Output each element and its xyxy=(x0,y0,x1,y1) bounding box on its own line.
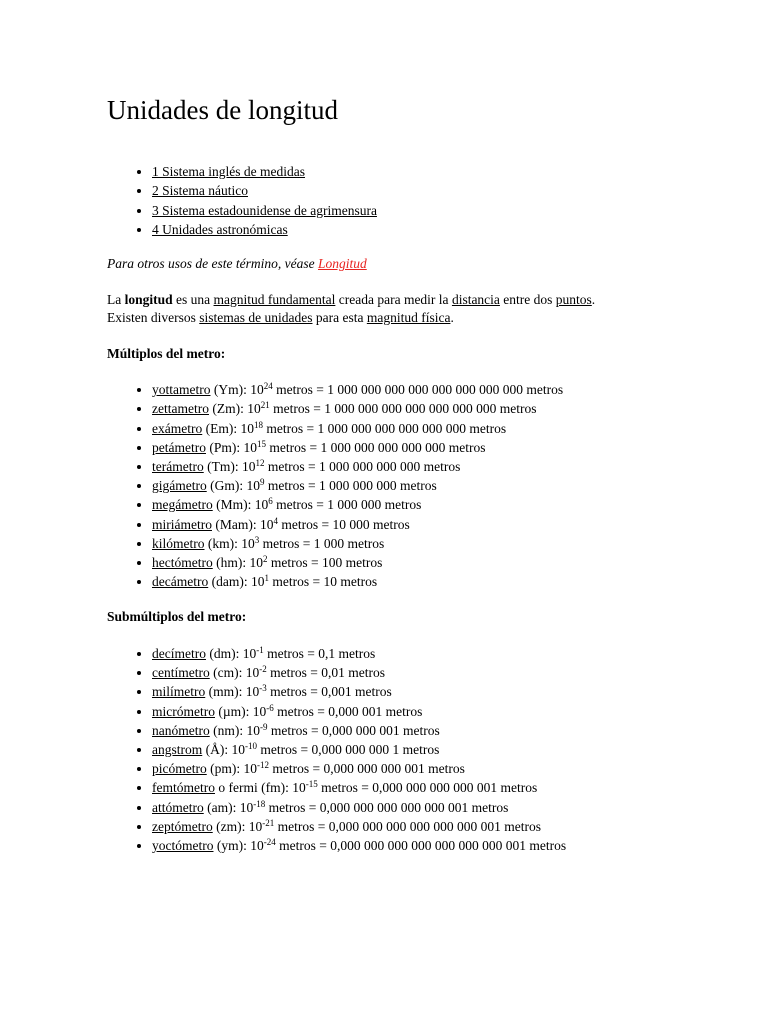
intro-text: para esta xyxy=(312,310,367,326)
unit-symbol: (pm): 10 xyxy=(206,761,257,777)
unit-value: metros = 0,000 000 000 1 metros xyxy=(257,741,440,757)
exponent: -1 xyxy=(256,644,264,655)
unit-symbol: (ym): 10 xyxy=(213,837,264,853)
exponent: -9 xyxy=(259,721,268,732)
exponent: -18 xyxy=(253,798,266,809)
list-item xyxy=(152,798,727,817)
unit-symbol: (dam): 10 xyxy=(208,574,265,590)
unit-value: metros = 0,000 000 000 001 metros xyxy=(268,761,465,777)
unit-symbol: (Pm): 10 xyxy=(205,439,257,455)
list-item xyxy=(152,572,727,591)
list-item xyxy=(152,476,727,495)
unit-link[interactable]: decímetro xyxy=(152,645,206,661)
unit-value: metros = 0,000 000 000 000 000 000 000 001 metros xyxy=(275,837,567,853)
unit-value: metros = 10 000 metros xyxy=(277,516,410,532)
unit-link[interactable]: picómetro xyxy=(152,761,207,777)
unit-link[interactable]: angstrom xyxy=(152,741,203,757)
unit-link[interactable]: zettametro xyxy=(152,401,209,417)
list-item xyxy=(152,778,727,797)
intro-paragraph xyxy=(107,291,727,328)
unit-value: metros = 1 000 metros xyxy=(259,535,385,551)
exponent: 1 xyxy=(264,573,269,584)
unit-symbol: (zm): 10 xyxy=(212,818,263,834)
list-item xyxy=(152,740,727,759)
unit-link[interactable]: gigámetro xyxy=(152,478,207,494)
longitud-disambiguation-link[interactable]: Longitud xyxy=(317,256,367,272)
list-item xyxy=(152,759,727,778)
unit-link[interactable]: miriámetro xyxy=(152,516,212,532)
unit-value: metros = 1 000 000 000 000 000 000 000 metros xyxy=(269,401,537,417)
unit-link[interactable]: attómetro xyxy=(152,799,204,815)
unit-symbol: (am): 10 xyxy=(203,799,254,815)
list-item xyxy=(152,817,727,836)
unit-symbol: (Mm): 10 xyxy=(212,497,269,513)
page-title: Unidades de longitud xyxy=(107,95,338,125)
unit-link[interactable]: exámetro xyxy=(152,420,203,436)
unit-link[interactable]: decámetro xyxy=(152,574,209,590)
unit-value: metros = 0,01 metros xyxy=(266,665,385,681)
exponent: -12 xyxy=(256,760,269,771)
unit-link[interactable]: milímetro xyxy=(152,684,206,700)
intro-bold-term: longitud xyxy=(124,291,173,307)
unit-symbol: (Å): 10 xyxy=(202,741,245,757)
unit-symbol: (Mam): 10 xyxy=(211,516,274,532)
exponent: 3 xyxy=(254,534,260,545)
list-item xyxy=(152,399,727,418)
unit-symbol: (µm): 10 xyxy=(214,703,267,719)
multiples-list xyxy=(107,380,727,591)
unit-link[interactable]: femtómetro xyxy=(152,780,215,796)
unit-symbol: (nm): 10 xyxy=(209,722,260,738)
intro-text: es una xyxy=(172,291,214,307)
list-item xyxy=(152,457,727,476)
article xyxy=(107,92,727,855)
unit-symbol: (mm): 10 xyxy=(205,684,260,700)
toc-item xyxy=(152,162,727,181)
unit-symbol: (cm): 10 xyxy=(209,665,260,681)
toc-item xyxy=(152,201,727,220)
unit-link[interactable]: kilómetro xyxy=(152,535,205,551)
unit-value: metros = 100 metros xyxy=(267,555,383,571)
unit-link[interactable]: hectómetro xyxy=(152,555,213,571)
submultiples-heading: Submúltiplos del metro: xyxy=(107,609,247,625)
exponent: -6 xyxy=(266,702,274,713)
unit-symbol: o fermi (fm): 10 xyxy=(214,780,306,796)
unit-symbol: (Ym): 10 xyxy=(210,382,264,398)
unit-value: metros = 0,000 000 001 metros xyxy=(267,722,440,738)
disambiguation-note xyxy=(107,255,727,274)
exponent: 15 xyxy=(257,438,266,449)
list-item xyxy=(152,644,727,663)
unit-link[interactable]: zeptómetro xyxy=(152,818,213,834)
list-item xyxy=(152,682,727,701)
unit-value: metros = 1 000 000 000 000 metros xyxy=(264,459,461,474)
unit-value: metros = 1 000 000 000 000 000 metros xyxy=(266,439,486,455)
puntos-link[interactable]: puntos xyxy=(555,291,592,307)
list-item xyxy=(152,663,727,682)
unit-symbol: (km): 10 xyxy=(204,535,255,551)
unit-link[interactable]: yottametro xyxy=(152,382,211,398)
unit-link[interactable]: megámetro xyxy=(152,497,213,513)
unit-value: metros = 0,000 001 metros xyxy=(273,703,423,719)
list-item xyxy=(152,380,727,399)
unit-value: metros = 0,001 metros xyxy=(266,684,392,700)
list-item xyxy=(152,702,727,721)
unit-value: metros = 1 000 000 metros xyxy=(272,497,422,513)
list-item xyxy=(152,534,727,553)
exponent: -24 xyxy=(263,836,276,847)
list-item xyxy=(152,438,727,457)
exponent: 12 xyxy=(255,458,265,468)
unit-link[interactable]: yoctómetro xyxy=(152,837,214,853)
unit-link[interactable]: centímetro xyxy=(152,665,210,681)
unit-link[interactable]: nanómetro xyxy=(152,722,210,738)
unit-value: metros = 0,000 000 000 000 000 001 metros xyxy=(265,799,509,815)
unit-link[interactable]: terámetro xyxy=(152,459,204,474)
unit-link[interactable]: petámetro xyxy=(152,439,206,455)
multiples-heading: Múltiplos del metro: xyxy=(107,345,226,361)
unit-symbol: (dm): 10 xyxy=(205,645,257,661)
exponent: -2 xyxy=(259,664,267,675)
exponent: 6 xyxy=(268,496,273,507)
unit-value: metros = 1 000 000 000 metros xyxy=(264,478,437,494)
exponent: -3 xyxy=(259,683,267,694)
intro-text: La xyxy=(107,291,125,307)
toc-link-1[interactable]: 1 Sistema inglés de medidas xyxy=(152,164,305,179)
exponent: 4 xyxy=(273,515,278,526)
intro-text: . xyxy=(591,291,596,307)
intro-text: entre dos xyxy=(499,291,556,307)
unit-symbol: (Gm): 10 xyxy=(206,478,260,494)
unit-value: metros = 0,000 000 000 000 001 metros xyxy=(317,780,538,796)
exponent: -21 xyxy=(262,817,275,828)
unit-symbol: (hm): 10 xyxy=(212,555,263,571)
magnitud-fundamental-link[interactable]: magnitud fundamental xyxy=(213,291,336,307)
exponent: 21 xyxy=(260,400,270,411)
sistemas-de-unidades-link[interactable]: sistemas de unidades xyxy=(199,310,313,326)
unit-value: metros = 0,000 000 000 000 000 000 001 metros xyxy=(274,818,541,834)
unit-symbol: (Em): 10 xyxy=(202,420,254,436)
toc-link-3[interactable]: 3 Sistema estadounidense de agrimensura xyxy=(152,202,377,218)
exponent: 24 xyxy=(263,381,273,392)
list-item xyxy=(152,419,727,438)
exponent: 18 xyxy=(253,419,263,430)
toc-link-2[interactable]: 2 Sistema náutico xyxy=(152,183,248,199)
unit-value: metros = 1 000 000 000 000 000 000 metros xyxy=(262,420,507,436)
exponent: -10 xyxy=(245,740,257,751)
unit-symbol: (Zm): 10 xyxy=(208,401,261,417)
intro-text: Existen diversos xyxy=(107,310,200,326)
list-item xyxy=(152,836,727,855)
unit-link[interactable]: micrómetro xyxy=(152,703,215,719)
exponent: -15 xyxy=(305,779,318,790)
intro-text: creada para medir la xyxy=(335,291,452,307)
unit-value: metros = 0,1 metros xyxy=(263,645,376,661)
list-item xyxy=(152,553,727,572)
intro-text: . xyxy=(450,310,454,326)
unit-value: metros = 1 000 000 000 000 000 000 000 000 metros xyxy=(272,382,564,398)
unit-symbol: (Tm): 10 xyxy=(203,459,256,474)
exponent: 2 xyxy=(262,554,268,565)
submultiples-list xyxy=(107,644,727,855)
magnitud-fisica-link[interactable]: magnitud física xyxy=(366,310,451,326)
table-of-contents xyxy=(107,162,727,239)
list-item xyxy=(152,495,727,514)
list-item xyxy=(152,515,727,534)
unit-value: metros = 10 metros xyxy=(268,574,378,590)
exponent: 9 xyxy=(259,477,265,488)
disambiguation-text: Para otros usos de este término, véase xyxy=(107,256,318,272)
toc-item xyxy=(152,181,727,200)
distancia-link[interactable]: distancia xyxy=(451,291,500,307)
toc-item xyxy=(152,220,727,239)
toc-link-4[interactable]: 4 Unidades astronómicas xyxy=(152,221,288,237)
list-item xyxy=(152,721,727,740)
